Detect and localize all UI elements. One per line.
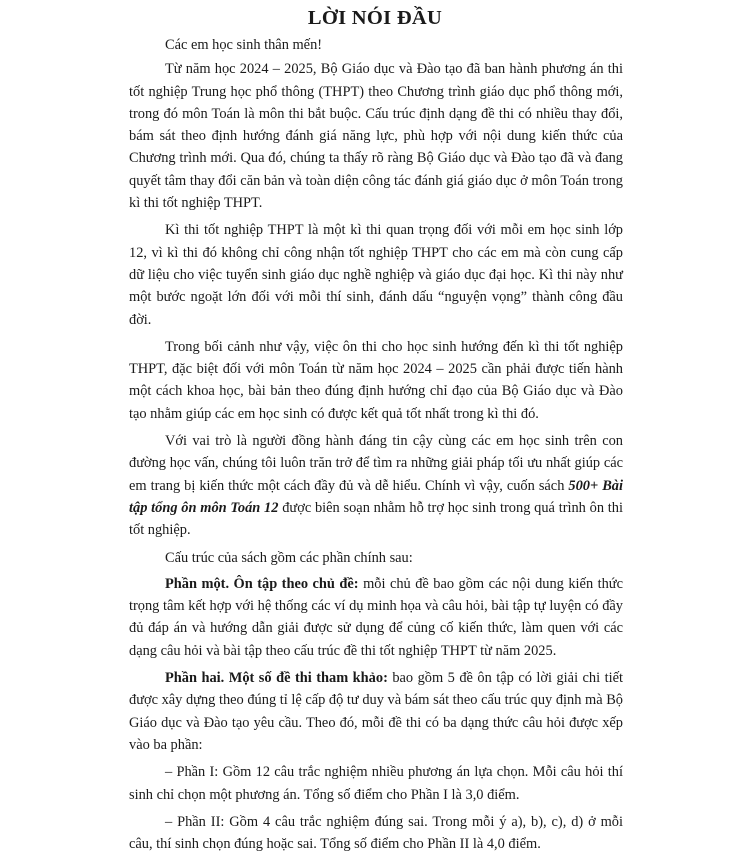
paragraph-context: Trong bối cảnh như vậy, việc ôn thi cho học sinh hướng đến kì thi tốt nghiệp THPT, đặc biệt đối với môn Toán từ năm học 2024 – 2025 cần phải được tiến hành một cách khoa học, bài bản theo đúng định hướng chỉ đạo của Bộ Giáo dục và Đào tạo nhằm giúp các em học sinh có được kết quả tốt nhất trong kì thi đó. [129, 338, 623, 422]
greeting-paragraph: Các em học sinh thân mến! [165, 37, 323, 53]
document-body [129, 34, 623, 860]
part-one-description: mỗi chủ đề bao gồm các nội dung kiến thức trọng tâm kết hợp với hệ thống các ví dụ minh họa và câu hỏi, bài tập tự luyện có đầy đủ đáp án và hướng dẫn giải được sử dụng để củng cố kiến thức, làm quen với các dạng câu hỏi và bài tập theo cấu trúc đề thi tốt nghiệp THPT từ năm 2025. [129, 575, 623, 659]
book-intro-text-end: được biên soạn nhằm hỗ trợ học sinh trong quá trình ôn thi tốt nghiệp. [129, 499, 623, 539]
paragraph-part-one [129, 573, 623, 662]
part-two-description: bao gồm 5 đề ôn tập có lời giải chi tiết được xây dựng theo đúng tỉ lệ cấp độ tư duy và bám sát theo cấu trúc quy định mà Bộ Giáo dục và Đào tạo yêu cầu. Theo đó, mỗi đề thi có ba dạng thức câu hỏi được xếp vào ba phần: [129, 670, 623, 753]
paragraph-exam-reform: Từ năm học 2024 – 2025, Bộ Giáo dục và Đào tạo đã ban hành phương án thi tốt nghiệp Trung học phổ thông (THPT) theo Chương trình giáo dục phổ thông mới, trong đó môn Toán là môn thi bắt buộc. Cấu trúc định dạng đề thi có nhiều thay đổi, bám sát theo định hướng đánh giá năng lực, phù hợp với nội dung kiến thức của Chương trình mới. Qua đó, chúng ta thấy rõ ràng Bộ Giáo dục và Đào tạo đã và đang quyết tâm thay đổi căn bản và toàn diện công tác đánh giá giáo dục ở môn Toán trong kì thi tốt nghiệp THPT. [129, 61, 623, 212]
page-title: LỜI NÓI ĐẦU [307, 7, 443, 29]
paragraph-structure: Cấu trúc của sách gồm các phần chính sau: [165, 549, 413, 566]
paragraph-exam-importance: Kì thi tốt nghiệp THPT là một kì thi quan trọng đối với mỗi em học sinh lớp 12, vì kì thi đó không chỉ công nhận tốt nghiệp THPT cho các em mà còn cung cấp dữ liệu cho việc tuyển sinh giáo dục nghề nghiệp và giáo dục đại học. Kì thi này như một bước ngoặt lớn đối với mỗi thí sinh, đánh dấu “nguyện vọng” thành công đầu đời. [129, 222, 623, 328]
book-intro-text: Với vai trò là người đồng hành đáng tin cậy cùng các em học sinh trên con đường học vấn, chúng tôi luôn trăn trở để tìm ra những giải pháp tối ưu nhất giúp các em trang bị kiến thức một cách đầy đủ và dễ hiểu. Chính vì vậy, cuốn sách [129, 433, 623, 494]
paragraph-part-two [129, 667, 623, 756]
paragraph-book-intro [129, 430, 623, 541]
paragraph-section-one: – Phần I: Gồm 12 câu trắc nghiệm nhiều phương án lựa chọn. Mỗi câu hỏi thí sinh chỉ chọn một phương án. Tổng số điểm cho Phần I là 3,0 điểm. [129, 764, 623, 803]
paragraph-section-two: – Phần II: Gồm 4 câu trắc nghiệm đúng sai. Trong mỗi ý a), b), c), d) ở mỗi câu, thí sinh chọn đúng hoặc sai. Tổng số điểm cho Phần II là 4,0 điểm. [129, 813, 623, 853]
part-one-heading: Phần một. Ôn tập theo chủ đề: [165, 575, 359, 592]
book-title: 500+ Bài tập tổng ôn môn Toán 12 [129, 477, 623, 516]
part-two-heading: Phần hai. Một số đề thi tham khảo: [165, 670, 388, 687]
